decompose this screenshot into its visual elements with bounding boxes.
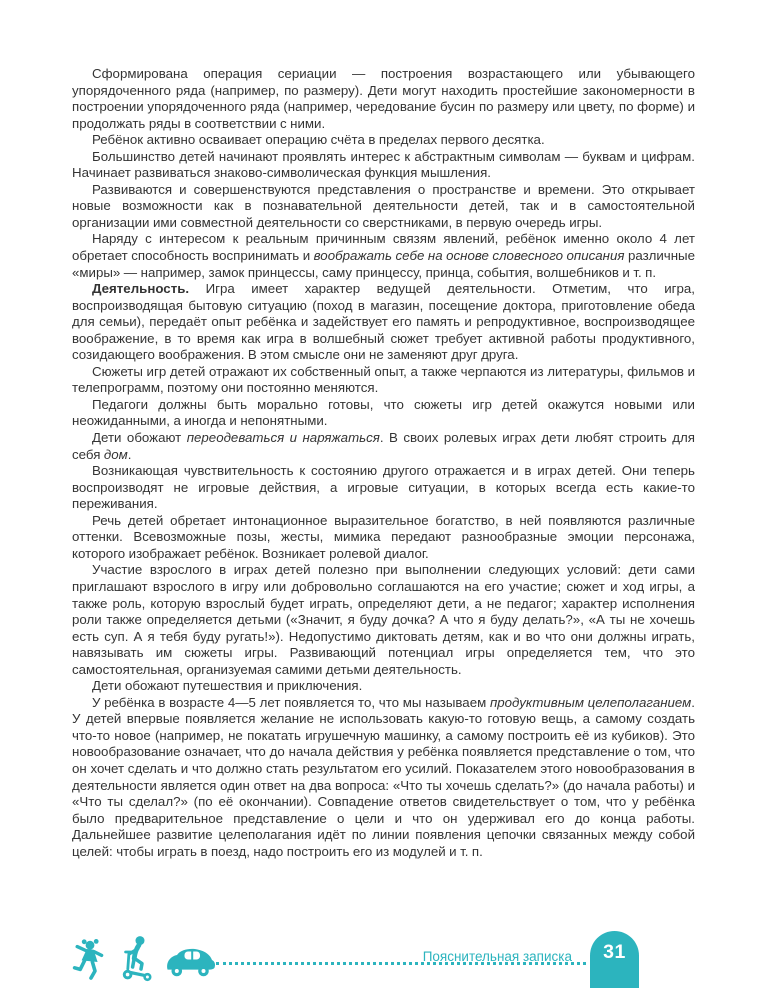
- page-number: 31: [603, 941, 626, 963]
- page-number-tab: [590, 931, 639, 988]
- footer: [0, 925, 768, 988]
- scooter-child-icon: [119, 935, 156, 983]
- paragraph: Наряду с интересом к реальным причинным связям явлений, ребёнок именно около 4 лет обретает способность воспринимать и воображать себе на основе словесного описания различные «миры» — например, замок принцессы, саму принцессу, принца, события, волшебников и т. п.: [72, 231, 695, 280]
- paragraph: Сформирована операция сериации — построения возрастающего или убывающего упорядоченного ряда (например, по размеру). Дети могут находить простейшие закономерности в построении упорядоченного ряда (например, чередование бусин по размеру или цвету, по форме) и продолжать ряды в соответствии с ними.: [72, 66, 695, 131]
- paragraph: Деятельность. Игра имеет характер ведущей деятельности. Отметим, что игра, воспроизводящая бытовую ситуацию (поход в магазин, посещение доктора, приготовление обеда для семьи), передаёт опыт ребёнка и задействует его память и репродуктивное, воспроизводящее воображение, в то время как игра в волшебный сюжет требует активной работы продуктивного, созидающего воображения. В этом смысле они не заменяют друг друга.: [72, 281, 695, 363]
- footer-section-label: Пояснительная записка: [422, 949, 572, 964]
- paragraph: Дети обожают путешествия и приключения.: [92, 678, 363, 694]
- paragraph: Речь детей обретает интонационное выразительное богатство, в ней появляются различные оттенки. Всевозможные позы, жесты, мимика передают разнообразные эмоции персонажа, которого изображает ребёнок. Возникает ролевой диалог.: [72, 512, 695, 561]
- paragraph: Возникающая чувствительность к состоянию другого отражается и в играх детей. Они теперь воспроизводят не игровые действия, а игровые ситуации, в которых всегда есть какие-то переживания.: [72, 463, 695, 512]
- paragraph: Большинство детей начинают проявлять интерес к абстрактным символам — буквам и цифрам. Начинает развиваться знаково-символическая функция мышления.: [72, 148, 695, 181]
- paragraph: Ребёнок активно осваивает операцию счёта в пределах первого десятка.: [92, 132, 545, 148]
- paragraph: У ребёнка в возрасте 4—5 лет появляется то, что мы называем продуктивным целеполаганием. У детей впервые появляется желание не использовать какую-то готовую вещь, а самому создать что-то новое (например, не покатать игрушечную машинку, а самому построить её из кубиков). Это новообразование означает, что до начала действия у ребёнка появляется представление о том, что он хочет сделать и что должно стать результатом его усилий. Показателем этого новообразования в деятельности является один ответ на два вопроса: «Что ты хочешь сделать?» (до начала работы) и «Что ты сделал?» (по её окончании). Совпадение ответов свидетельствует о том, что у ребёнка было предварительное представление о цели и что он удерживал его до конца работы. Дальнейшее развитие целеполагания идёт по линии появления цепочки связанных между собой целей: чтобы играть в поезд, надо построить его из модулей и т. п.: [72, 694, 695, 859]
- paragraph: Сюжеты игр детей отражают их собственный опыт, а также черпаются из литературы, фильмов и телепрограмм, поэтому они постоянно меняются.: [72, 363, 695, 396]
- paragraph: Участие взрослого в играх детей полезно при выполнении следующих условий: дети сами приглашают взрослого в игру или добровольно соглашаются на его участие; сюжет и ход игры, а также роль, которую взрослый будет играть, определяют дети, а не педагог; характер исполнения роли также определяется детьми («Значит, я буду дочка? А что я буду делать?», «А ты не хочешь есть суп. А я тебя буду ругать!»). Недопустимо диктовать детям, как и во что они должны играть, навязывать им сюжеты игры. Развивающий потенциал игры определяется тем, что это самостоятельная, организуемая самими детьми деятельность.: [72, 562, 695, 677]
- dancing-child-icon: [72, 938, 104, 982]
- paragraph: Дети обожают переодеваться и наряжаться. В своих ролевых играх дети любят строить для себя дом.: [72, 430, 695, 462]
- document-body: [72, 66, 695, 860]
- paragraph: Развиваются и совершенствуются представления о пространстве и времени. Это открывает новые возможности как в познавательной деятельности детей, так и в самостоятельной организации ими совместной деятельности со сверстниками, в первую очередь игры.: [72, 181, 695, 230]
- paragraph: Педагоги должны быть морально готовы, что сюжеты игр детей окажутся новыми или неожиданными, а иногда и непонятными.: [72, 396, 695, 429]
- car-icon: [164, 945, 217, 981]
